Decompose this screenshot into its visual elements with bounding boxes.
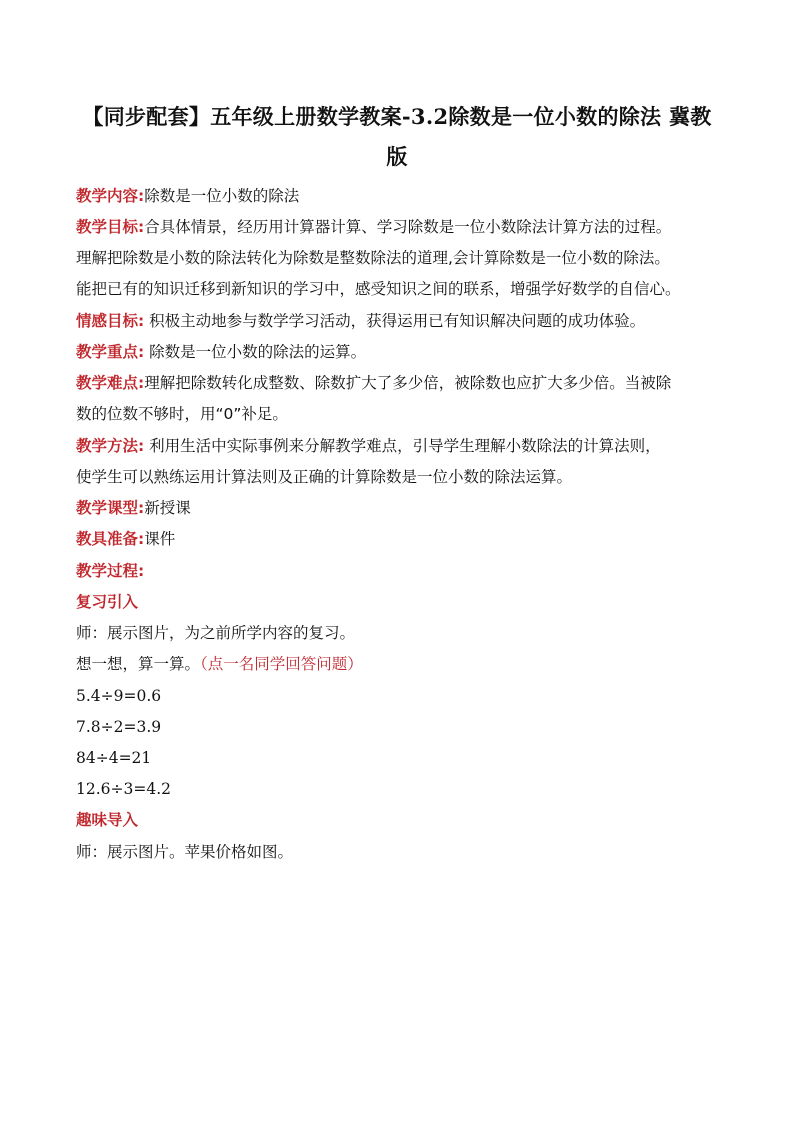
teaching-goals-label: 教学目标: — [76, 218, 145, 236]
teaching-goals-line-3: 能把已有的知识迁移到新知识的学习中，感受知识之间的联系，增强学好数学的自信心。 — [76, 280, 681, 298]
lesson-type-label: 教学课型: — [76, 499, 145, 517]
teaching-goals — [76, 217, 726, 237]
teaching-method — [76, 436, 726, 456]
teaching-content-text: 除数是一位小数的除法 — [144, 187, 300, 205]
teaching-tools-text: 课件 — [144, 530, 176, 548]
document-title — [76, 97, 718, 177]
teaching-tools-label: 教具准备: — [76, 530, 145, 548]
teaching-method-label: 教学方法: — [76, 437, 145, 455]
teaching-difficulty — [76, 373, 726, 393]
emotion-goals-text: 积极主动地参与数学学习活动，获得运用已有知识解决问题的成功体验。 — [149, 312, 646, 330]
equation: 7.8÷2=3.9 — [76, 718, 162, 736]
teaching-method-line-1: 利用生活中实际事例来分解教学难点，引导学生理解小数除法的计算法则， — [149, 437, 661, 455]
lesson-type — [76, 498, 726, 518]
teaching-process-label: 教学过程: — [76, 562, 145, 580]
teaching-method-line-2: 使学生可以熟练运用计算法则及正确的计算除数是一位小数的除法运算。 — [76, 468, 573, 486]
title-line-1: 【同步配套】五年级上册数学教案-3.2除数是一位小数的除法 冀教 — [82, 104, 712, 129]
emotion-goals-label: 情感目标: — [76, 312, 145, 330]
teaching-content — [76, 186, 726, 206]
review-prompt — [76, 654, 726, 674]
equation: 12.6÷3=4.2 — [76, 780, 171, 798]
equation: 5.4÷9=0.6 — [76, 687, 162, 705]
review-heading: 复习引入 — [76, 593, 139, 611]
review-prompt-text: 想一想，算一算。 — [76, 655, 201, 673]
teaching-goals-line-2: 理解把除数是小数的除法转化为除数是整数除法的道理,会计算除数是一位小数的除法。 — [76, 249, 670, 267]
review-prompt-note: （点一名同学回答问题） — [200, 655, 363, 673]
teaching-focus — [76, 342, 726, 362]
teaching-focus-text: 除数是一位小数的除法的运算。 — [149, 343, 367, 361]
teaching-content-label: 教学内容: — [76, 187, 145, 205]
emotion-goals — [76, 311, 726, 331]
intro-heading: 趣味导入 — [76, 811, 139, 829]
intro-teacher-line: 师：展示图片。苹果价格如图。 — [76, 843, 294, 861]
teaching-tools — [76, 529, 726, 549]
review-teacher-line: 师：展示图片，为之前所学内容的复习。 — [76, 624, 356, 642]
teaching-difficulty-label: 教学难点: — [76, 374, 145, 392]
teaching-difficulty-line-1: 理解把除数转化成整数、除数扩大了多少倍，被除数也应扩大多少倍。当被除 — [144, 374, 672, 392]
teaching-difficulty-line-2: 数的位数不够时，用“0”补足。 — [76, 405, 288, 423]
equation: 84÷4=21 — [76, 749, 152, 767]
lesson-type-text: 新授课 — [144, 499, 191, 517]
teaching-goals-line-1: 合具体情景，经历用计算器计算、学习除数是一位小数除法计算方法的过程。 — [144, 218, 672, 236]
teaching-focus-label: 教学重点: — [76, 343, 145, 361]
title-line-2: 版 — [386, 144, 408, 169]
